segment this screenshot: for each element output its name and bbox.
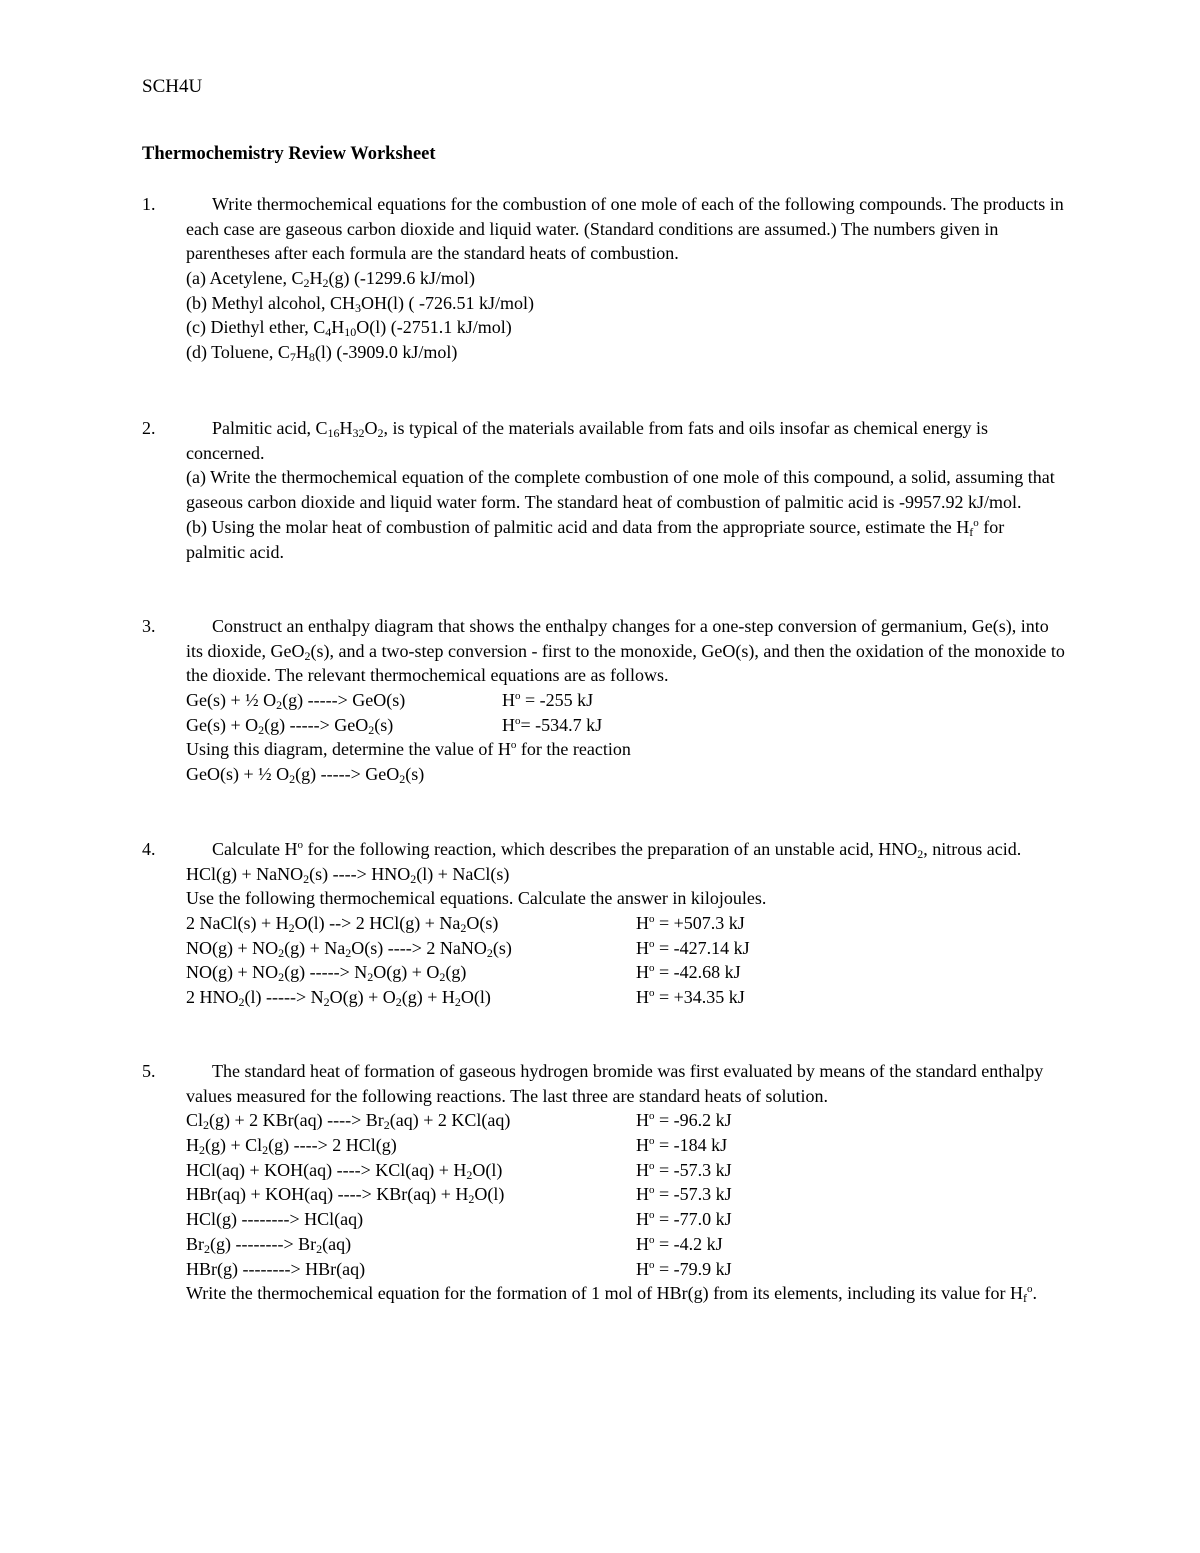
enthalpy-value: $H^o = -57.3$ kJ (636, 1184, 732, 1205)
enthalpy-value: $H^o = -57.3$ kJ (636, 1159, 732, 1180)
enthalpy-value: $H^o = -184$ kJ (636, 1135, 728, 1156)
question-text: Construct an enthalpy diagram that shows the enthalpy changes for a one-step conversion of germanium, Ge(s), into its dioxide, GeO$_2$(s), and a two-step conversion - first to the monoxide, GeO(s), and then the oxidation of the monoxide to the dioxide. The relevant thermochemical equations are as follows. (186, 616, 1065, 686)
question-text: Write thermochemical equations for the combustion of one mole of each of the following compounds. The products in each case are gaseous carbon dioxide and liquid water. (Standard conditions are assumed.) The numbers given in parentheses after each formula are the standard heats of combustion. (186, 194, 1064, 264)
enthalpy-value: $H^o = +34.35$ kJ (636, 987, 745, 1008)
equation: $Br_2(g)$ --------> $Br_2(aq)$ (186, 1233, 352, 1256)
equation: $Cl_2(g) + 2$ KBr(aq) ----> $Br_2(aq) + 2$ KCl(aq) (186, 1110, 511, 1133)
equation-row (186, 911, 1066, 936)
worksheet-title: Thermochemistry Review Worksheet (142, 144, 436, 164)
enthalpy-value: $H^o = -427.14$ kJ (636, 937, 750, 958)
part-b: (b) Methyl alcohol, $CH_3OH(l)$ ( -726.51 kJ/mol) (186, 292, 534, 315)
part-a: (a) Write the thermochemical equation of the complete combustion of one mole of this compound, a solid, assuming that gaseous carbon dioxide and liquid water form. The standard heat of combustion of palmitic acid is -9957.92 kJ/mol. (186, 467, 1055, 513)
equation: HCl(aq) + KOH(aq) ----> $KCl(aq) + H_2O(l)$ (186, 1159, 503, 1182)
enthalpy-value: $H^o = -255$ kJ (502, 690, 594, 711)
equation-row (186, 936, 1066, 961)
question-text: Calculate $H^o$ for the following reaction, which describes the preparation of an unstable acid, $HNO_2$, nitrous acid. (212, 839, 1022, 861)
equation-row (186, 1207, 1066, 1232)
equation-row (186, 985, 1066, 1010)
question-number: 2. (142, 418, 156, 438)
part-c: (c) Diethyl ether, $C_4H_{10}O(l)$ (-2751.1 kJ/mol) (186, 317, 512, 340)
equation: 2 NaCl(s) + $H_2O(l)$ --> 2 $HCl(g) + Na_2O(s)$ (186, 913, 499, 936)
equation-list (186, 911, 1066, 1010)
equation-list (186, 1108, 1066, 1281)
equation-row (186, 688, 1066, 713)
enthalpy-value: $H^o = -96.2$ kJ (636, 1110, 732, 1131)
course-code: SCH4U (142, 76, 203, 97)
equation-row (186, 1257, 1066, 1282)
question-text: Palmitic acid, $C_{16}H_{32}O_2$, is typical of the materials available from fats and oils insofar as chemical energy is concerned. (186, 418, 988, 463)
enthalpy-value: $H^o = -79.9$ kJ (636, 1258, 732, 1279)
question-number: 4. (142, 839, 156, 859)
equation-row (186, 1232, 1066, 1257)
equation: $NO(g) + NO_2(g)$ -----> $N_2O(g) + O_2(g)$ (186, 962, 467, 985)
target-equation: GeO(s) + ½ $O_2(g)$ -----> GeO$_2$(s) (186, 764, 425, 787)
question-number: 3. (142, 616, 156, 636)
equation-row (186, 960, 1066, 985)
equation-row (186, 1108, 1066, 1133)
equation: HBr(g) --------> HBr(aq) (186, 1258, 366, 1279)
enthalpy-value: $H^o = -77.0$ kJ (636, 1209, 732, 1230)
equation-row (186, 1182, 1066, 1207)
instruction-text: Using this diagram, determine the value of $H^o$ for the reaction (186, 739, 631, 760)
equation-row (186, 1158, 1066, 1183)
equation: $H_2(g) + Cl_2(g)$ ----> 2 HCl(g) (186, 1135, 397, 1158)
question-text: The standard heat of formation of gaseous hydrogen bromide was first evaluated by means of the standard enthalpy values measured for the following reactions. The last three are standard heats of solution. (186, 1061, 1044, 1106)
equation: HCl(g) --------> HCl(aq) (186, 1209, 364, 1230)
equation: $NO(g) + NO_2(g) + Na_2O(s)$ ----> 2 NaNO$_2$(s) (186, 937, 512, 960)
part-d: (d) Toluene, $C_7H_8(l)$ (-3909.0 kJ/mol) (186, 342, 458, 365)
instruction-text: Use the following thermochemical equations. Calculate the answer in kilojoules. (186, 888, 767, 909)
equation: $Ge(s) + O_2(g)$ -----> GeO$_2$(s) (186, 714, 394, 737)
equation-row (186, 713, 1066, 738)
equation: Ge(s) + ½ $O_2(g)$ -----> GeO(s) (186, 690, 406, 713)
enthalpy-value: $H^o= -534.7$ kJ (502, 714, 603, 735)
target-equation: HCl(g) + NaNO$_2$(s) ----> $HNO_2(l)$ + NaCl(s) (186, 863, 510, 886)
enthalpy-value: $H^o = -42.68$ kJ (636, 962, 741, 983)
equation: HBr(aq) + KOH(aq) ----> $KBr(aq) + H_2O(l)$ (186, 1184, 505, 1207)
enthalpy-value: $H^o = +507.3$ kJ (636, 913, 745, 934)
part-a: (a) Acetylene, $C_2H_2(g)$ (-1299.6 kJ/mol) (186, 268, 475, 291)
question-number: 1. (142, 194, 156, 214)
equation-row (186, 1133, 1066, 1158)
enthalpy-value: $H^o = -4.2$ kJ (636, 1233, 723, 1254)
question-number: 5. (142, 1061, 156, 1081)
closing-instruction: Write the thermochemical equation for the formation of 1 mol of HBr(g) from its elements, including its value for $H_f^o$. (186, 1283, 1038, 1306)
equation: 2 $HNO_2(l)$ -----> $N_2O(g) + O_2(g) + H_2O(l)$ (186, 987, 491, 1010)
part-b: (b) Using the molar heat of combustion of palmitic acid and data from the appropriate source, estimate the $H_f^o$ for palmitic acid. (186, 516, 1005, 562)
